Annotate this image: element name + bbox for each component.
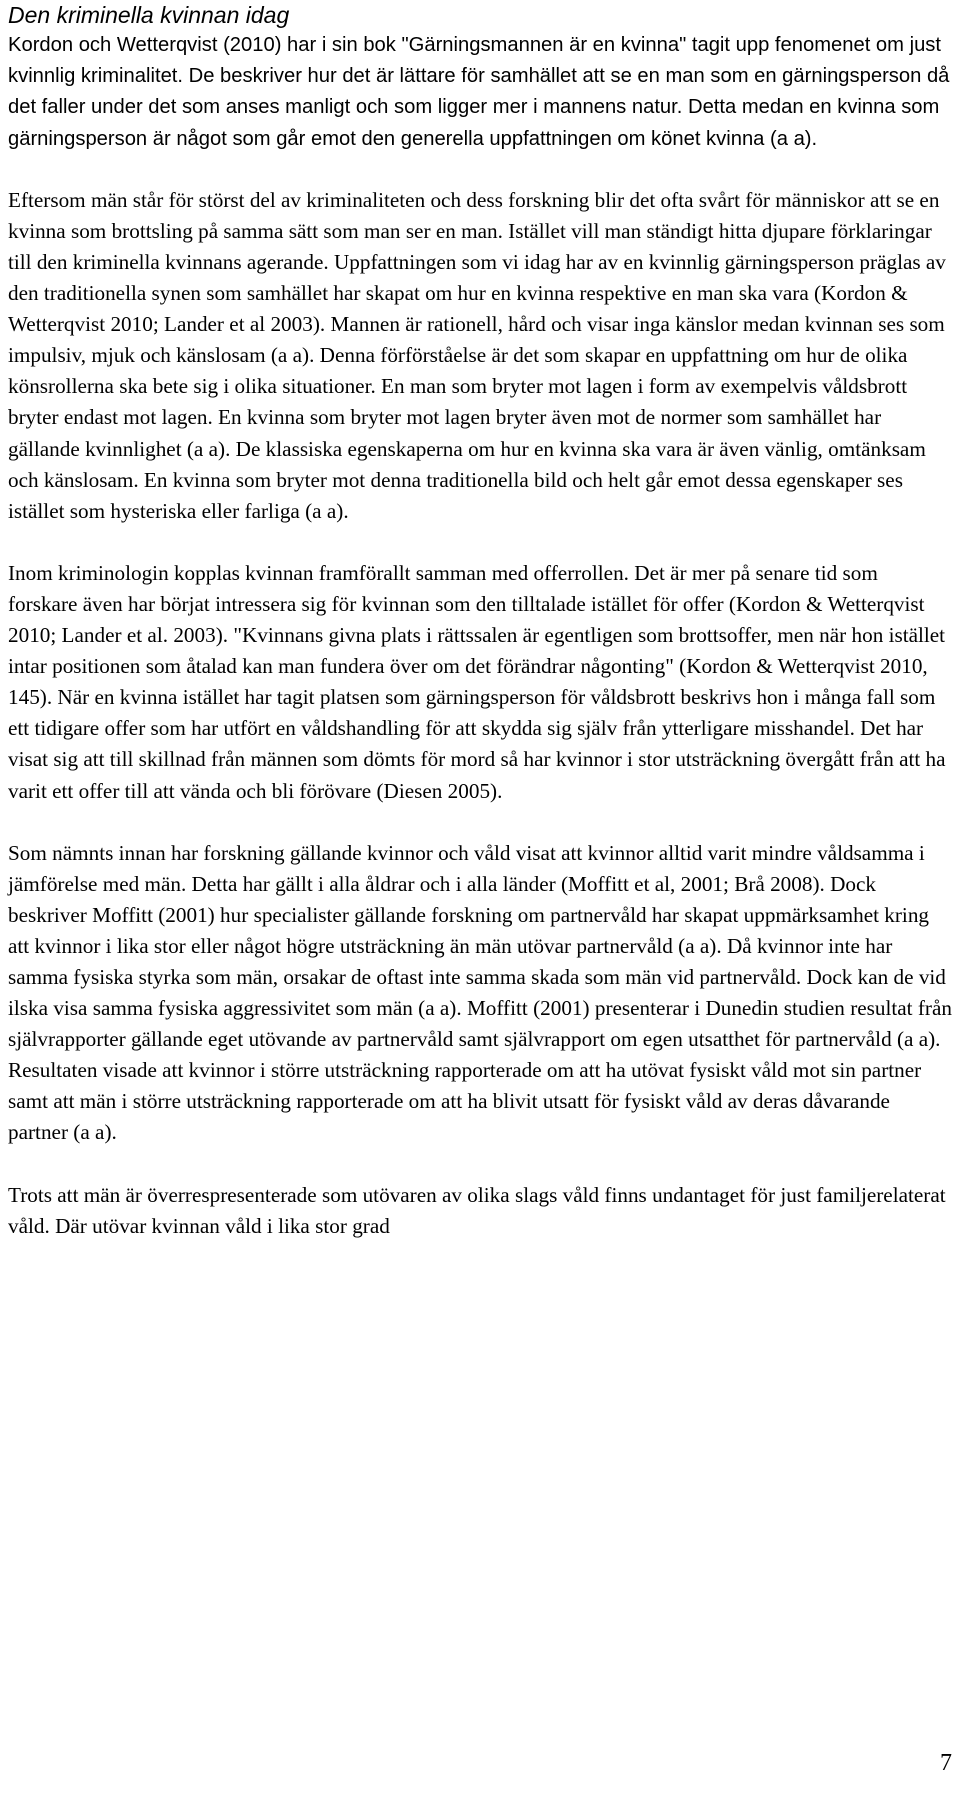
- section-heading: Den kriminella kvinnan idag: [8, 2, 290, 28]
- paragraph-4: Som nämnts innan har forskning gällande kvinnor och våld visat att kvinnor alltid varit mindre våldsamma i jämförelse med män. Detta har gällt i alla åldrar och i alla länder (Moffitt et al, 2001; Brå 2008). Dock beskriver Moffitt (2001) hur specialister gällande forskning om partnervåld har skapat uppmärksamhet kring att kvinnor i lika stor eller något högre utsträckning än män utövar partnervåld (a a). Då kvinnor inte har samma fysiska styrka som män, orsakar de oftast inte samma skada som män vid partnervåld. Dock kan de vid ilska visa samma fysiska aggressivitet som män (a a). Moffitt (2001) presenterar i Dunedin studien resultat från självrapporter gällande eget utövande av partnervåld samt självrapport om egen utsatthet för partnervåld (a a). Resultaten visade att kvinnor i större utsträckning rapporterade om att ha utövat fysiskt våld mot sin partner samt att män i större utsträckning rapporterade om att ha blivit utsatt för fysiskt våld av deras dåvarande partner (a a).: [8, 840, 952, 1145]
- paragraph-1: Kordon och Wetterqvist (2010) har i sin bok "Gärningsmannen är en kvinna" tagit upp fenomenet om just kvinnlig kriminalitet. De beskriver hur det är lättare för samhället att se en man som en gärningsperson då det faller under det som anses manligt och som ligger mer i mannens natur. Detta medan en kvinna som gärningsperson är något som går emot den generella uppfattningen om könet kvinna (a a).: [8, 34, 950, 150]
- paragraph-3: Inom kriminologin kopplas kvinnan framförallt samman med offerrollen. Det är mer på senare tid som forskare även har börjat intressera sig för kvinnan som den tilltalade istället för offer (Kordon & Wetterqvist 2010; Lander et al. 2003). "Kvinnans givna plats i rättssalen är egentligen som brottsoffer, men när hon istället intar positionen som åtalad kan man fundera över om det förändrar någonting" (Kordon & Wetterqvist 2010, 145). När en kvinna istället har tagit platsen som gärningsperson för våldsbrott beskrivs hon i många fall som ett tidigare offer som har utfört en våldshandling för att skydda sig själv från ytterligare misshandel. Det har visat sig att till skillnad från männen som dömts för mord så har kvinnor i stor utsträckning övergått från att ha varit ett offer till att vända och bli förövare (Diesen 2005).: [8, 560, 946, 803]
- page-number: 7: [940, 1750, 952, 1776]
- paragraph-5: Trots att män är överrespresenterade som utövaren av olika slags våld finns undantaget för just familjerelaterat våld. Där utövar kvinnan våld i lika stor grad: [8, 1182, 946, 1238]
- document-page: [8, 0, 952, 1242]
- paragraph-2: Eftersom män står för störst del av kriminaliteten och dess forskning blir det ofta svårt för människor att se en kvinna som brottsling på samma sätt som man ser en man. Istället vill man ständigt hitta djupare förklaringar till den kriminella kvinnans agerande. Uppfattningen som vi idag har av en kvinnlig gärningsperson präglas av den traditionella synen som samhället har skapat om hur en kvinna respektive en man ska vara (Kordon & Wetterqvist 2010; Lander et al 2003). Mannen är rationell, hård och visar inga känslor medan kvinnan ses som impulsiv, mjuk och känslosam (a a). Denna förförståelse är det som skapar en uppfattning om hur de olika könsrollerna ska bete sig i olika situationer. En man som bryter mot lagen i form av exempelvis våldsbrott bryter endast mot lagen. En kvinna som bryter mot lagen bryter även mot de normer som samhället har gällande kvinnlighet (a a). De klassiska egenskaperna om hur en kvinna ska vara är även vänlig, omtänksam och känslosam. En kvinna som bryter mot denna traditionella bild och helt går emot dessa egenskaper ses istället som hysteriska eller farliga (a a).: [8, 187, 946, 523]
